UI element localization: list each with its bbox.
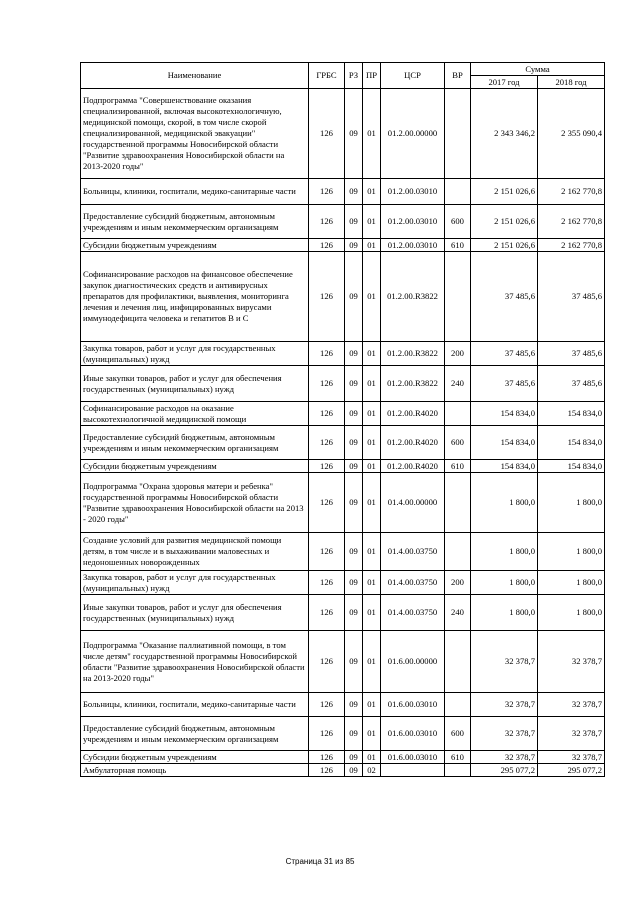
table-row <box>81 426 605 460</box>
cell-amount-2018: 32 378,7 <box>538 631 605 693</box>
cell-vr <box>445 179 471 205</box>
cell-pr: 01 <box>363 342 381 366</box>
table-row <box>81 342 605 366</box>
table-row <box>81 179 605 205</box>
cell-csr: 01.6.00.00000 <box>381 631 445 693</box>
cell-grbs: 126 <box>309 426 345 460</box>
cell-vr: 240 <box>445 595 471 631</box>
cell-amount-2018: 154 834,0 <box>538 460 605 473</box>
table-row <box>81 571 605 595</box>
cell-pr: 01 <box>363 239 381 252</box>
cell-name: Подпрограмма "Охрана здоровья матери и ребенка" государственной программы Новосибирской области "Развитие здравоохранения Новосибирской области на 2013 - 2020 годы" <box>81 473 309 533</box>
cell-grbs: 126 <box>309 366 345 402</box>
cell-vr <box>445 473 471 533</box>
cell-csr: 01.4.00.03750 <box>381 533 445 571</box>
table-row <box>81 366 605 402</box>
cell-grbs: 126 <box>309 89 345 179</box>
cell-vr <box>445 402 471 426</box>
cell-name: Предоставление субсидий бюджетным, автономным учреждениям и иным некоммерческим организациям <box>81 205 309 239</box>
cell-amount-2017: 1 800,0 <box>471 473 538 533</box>
budget-table <box>80 62 605 777</box>
table-row <box>81 239 605 252</box>
cell-amount-2017: 295 077,2 <box>471 764 538 777</box>
cell-amount-2017: 2 151 026,6 <box>471 239 538 252</box>
cell-rz: 09 <box>345 402 363 426</box>
cell-rz: 09 <box>345 571 363 595</box>
cell-vr: 610 <box>445 460 471 473</box>
cell-csr: 01.2.00.00000 <box>381 89 445 179</box>
cell-pr: 01 <box>363 426 381 460</box>
cell-vr <box>445 89 471 179</box>
cell-name: Иные закупки товаров, работ и услуг для обеспечения государственных (муниципальных) нужд <box>81 595 309 631</box>
cell-csr: 01.6.00.03010 <box>381 717 445 751</box>
cell-amount-2017: 32 378,7 <box>471 631 538 693</box>
table-row <box>81 402 605 426</box>
cell-grbs: 126 <box>309 460 345 473</box>
cell-amount-2017: 2 151 026,6 <box>471 205 538 239</box>
cell-rz: 09 <box>345 179 363 205</box>
cell-vr <box>445 631 471 693</box>
cell-csr: 01.2.00.R3822 <box>381 342 445 366</box>
cell-vr: 200 <box>445 571 471 595</box>
cell-amount-2017: 2 151 026,6 <box>471 179 538 205</box>
cell-name: Предоставление субсидий бюджетным, автономным учреждениям и иным некоммерческим организациям <box>81 426 309 460</box>
cell-amount-2018: 37 485,6 <box>538 366 605 402</box>
cell-csr: 01.2.00.03010 <box>381 205 445 239</box>
cell-name: Предоставление субсидий бюджетным, автономным учреждениям и иным некоммерческим организациям <box>81 717 309 751</box>
cell-csr: 01.4.00.03750 <box>381 571 445 595</box>
cell-pr: 01 <box>363 366 381 402</box>
cell-amount-2018: 32 378,7 <box>538 717 605 751</box>
cell-pr: 01 <box>363 252 381 342</box>
header-rz: РЗ <box>345 63 363 89</box>
cell-amount-2017: 1 800,0 <box>471 595 538 631</box>
cell-amount-2017: 154 834,0 <box>471 460 538 473</box>
table-row <box>81 89 605 179</box>
cell-pr: 01 <box>363 205 381 239</box>
cell-amount-2017: 37 485,6 <box>471 342 538 366</box>
cell-rz: 09 <box>345 533 363 571</box>
cell-vr <box>445 252 471 342</box>
cell-csr: 01.4.00.03750 <box>381 595 445 631</box>
cell-amount-2018: 37 485,6 <box>538 342 605 366</box>
cell-grbs: 126 <box>309 764 345 777</box>
cell-pr: 01 <box>363 89 381 179</box>
cell-amount-2017: 1 800,0 <box>471 571 538 595</box>
cell-amount-2017: 1 800,0 <box>471 533 538 571</box>
cell-grbs: 126 <box>309 533 345 571</box>
cell-rz: 09 <box>345 460 363 473</box>
cell-rz: 09 <box>345 366 363 402</box>
cell-amount-2018: 2 162 770,8 <box>538 239 605 252</box>
table-row <box>81 473 605 533</box>
cell-vr <box>445 764 471 777</box>
cell-amount-2017: 37 485,6 <box>471 252 538 342</box>
table-row <box>81 460 605 473</box>
cell-grbs: 126 <box>309 595 345 631</box>
cell-name: Субсидии бюджетным учреждениям <box>81 460 309 473</box>
cell-csr: 01.2.00.R3822 <box>381 366 445 402</box>
cell-name: Иные закупки товаров, работ и услуг для обеспечения государственных (муниципальных) нужд <box>81 366 309 402</box>
cell-name: Амбулаторная помощь <box>81 764 309 777</box>
cell-grbs: 126 <box>309 571 345 595</box>
cell-amount-2018: 1 800,0 <box>538 595 605 631</box>
table-row <box>81 252 605 342</box>
table-row <box>81 631 605 693</box>
cell-pr: 01 <box>363 460 381 473</box>
cell-vr: 610 <box>445 751 471 764</box>
cell-amount-2018: 1 800,0 <box>538 533 605 571</box>
cell-csr: 01.2.00.R4020 <box>381 402 445 426</box>
cell-grbs: 126 <box>309 402 345 426</box>
cell-rz: 09 <box>345 693 363 717</box>
cell-grbs: 126 <box>309 751 345 764</box>
cell-rz: 09 <box>345 89 363 179</box>
cell-amount-2017: 154 834,0 <box>471 402 538 426</box>
cell-name: Подпрограмма "Оказание паллиативной помощи, в том числе детям" государственной программы Новосибирской области "Развитие здравоохранения Новосибирской области на 2013-2020 годы" <box>81 631 309 693</box>
cell-rz: 09 <box>345 764 363 777</box>
cell-grbs: 126 <box>309 717 345 751</box>
cell-rz: 09 <box>345 205 363 239</box>
cell-rz: 09 <box>345 751 363 764</box>
cell-name: Софинансирование расходов на оказание высокотехнологичной медицинской помощи <box>81 402 309 426</box>
cell-csr: 01.6.00.03010 <box>381 693 445 717</box>
cell-name: Подпрограмма "Совершенствование оказания специализированной, включая высокотехнологичную, медицинской помощи, скорой, в том числе скорой специализированной, медицинской эвакуации" государственной программы Новосибирской области "Развитие здравоохранения Новосибирской области на 2013-2020 годы" <box>81 89 309 179</box>
cell-name: Софинансирование расходов на финансовое обеспечение закупок диагностических средств и антивирусных препаратов для профилактики, выявления, мониторинга лечения и лечения лиц, инфицированных вирусами иммунодефицита человека и гепатитов В и С <box>81 252 309 342</box>
cell-amount-2018: 154 834,0 <box>538 402 605 426</box>
cell-name: Субсидии бюджетным учреждениям <box>81 751 309 764</box>
header-vr: ВР <box>445 63 471 89</box>
cell-csr: 01.2.00.03010 <box>381 239 445 252</box>
cell-pr: 01 <box>363 473 381 533</box>
cell-csr: 01.2.00.R4020 <box>381 426 445 460</box>
cell-amount-2018: 1 800,0 <box>538 473 605 533</box>
cell-grbs: 126 <box>309 179 345 205</box>
cell-pr: 01 <box>363 631 381 693</box>
cell-pr: 01 <box>363 595 381 631</box>
cell-amount-2018: 154 834,0 <box>538 426 605 460</box>
cell-grbs: 126 <box>309 693 345 717</box>
cell-name: Субсидии бюджетным учреждениям <box>81 239 309 252</box>
cell-amount-2017: 32 378,7 <box>471 693 538 717</box>
cell-vr: 600 <box>445 205 471 239</box>
cell-pr: 01 <box>363 571 381 595</box>
cell-csr: 01.2.00.03010 <box>381 179 445 205</box>
cell-amount-2017: 32 378,7 <box>471 717 538 751</box>
cell-vr <box>445 693 471 717</box>
header-csr: ЦСР <box>381 63 445 89</box>
header-pr: ПР <box>363 63 381 89</box>
cell-vr: 600 <box>445 717 471 751</box>
cell-grbs: 126 <box>309 631 345 693</box>
cell-amount-2017: 154 834,0 <box>471 426 538 460</box>
cell-csr: 01.6.00.03010 <box>381 751 445 764</box>
cell-pr: 01 <box>363 179 381 205</box>
cell-amount-2017: 37 485,6 <box>471 366 538 402</box>
cell-vr: 610 <box>445 239 471 252</box>
cell-rz: 09 <box>345 426 363 460</box>
cell-pr: 01 <box>363 751 381 764</box>
cell-csr: 01.2.00.R4020 <box>381 460 445 473</box>
cell-csr <box>381 764 445 777</box>
table-row <box>81 751 605 764</box>
cell-grbs: 126 <box>309 239 345 252</box>
cell-csr: 01.4.00.00000 <box>381 473 445 533</box>
cell-pr: 01 <box>363 533 381 571</box>
cell-amount-2018: 2 162 770,8 <box>538 205 605 239</box>
cell-vr <box>445 533 471 571</box>
cell-pr: 01 <box>363 717 381 751</box>
cell-grbs: 126 <box>309 473 345 533</box>
cell-pr: 01 <box>363 402 381 426</box>
cell-amount-2017: 32 378,7 <box>471 751 538 764</box>
cell-rz: 09 <box>345 252 363 342</box>
table-row <box>81 764 605 777</box>
cell-rz: 09 <box>345 631 363 693</box>
cell-rz: 09 <box>345 717 363 751</box>
header-sum: Сумма <box>471 63 605 76</box>
cell-rz: 09 <box>345 239 363 252</box>
cell-amount-2018: 32 378,7 <box>538 751 605 764</box>
cell-vr: 200 <box>445 342 471 366</box>
cell-amount-2018: 2 355 090,4 <box>538 89 605 179</box>
table-body <box>81 89 605 777</box>
cell-vr: 240 <box>445 366 471 402</box>
cell-grbs: 126 <box>309 252 345 342</box>
cell-csr: 01.2.00.R3822 <box>381 252 445 342</box>
cell-amount-2018: 295 077,2 <box>538 764 605 777</box>
cell-rz: 09 <box>345 595 363 631</box>
cell-pr: 02 <box>363 764 381 777</box>
cell-pr: 01 <box>363 693 381 717</box>
cell-name: Закупка товаров, работ и услуг для государственных (муниципальных) нужд <box>81 571 309 595</box>
header-name: Наименование <box>81 63 309 89</box>
page-number: Страница 31 из 85 <box>285 857 355 866</box>
table-row <box>81 205 605 239</box>
cell-grbs: 126 <box>309 205 345 239</box>
cell-grbs: 126 <box>309 342 345 366</box>
cell-amount-2018: 37 485,6 <box>538 252 605 342</box>
cell-rz: 09 <box>345 473 363 533</box>
header-2018: 2018 год <box>538 76 605 89</box>
table-row <box>81 595 605 631</box>
table-row <box>81 717 605 751</box>
table-row <box>81 533 605 571</box>
cell-name: Больницы, клиники, госпитали, медико-санитарные части <box>81 179 309 205</box>
cell-amount-2018: 32 378,7 <box>538 693 605 717</box>
cell-name: Закупка товаров, работ и услуг для государственных (муниципальных) нужд <box>81 342 309 366</box>
cell-name: Создание условий для развития медицинской помощи детям, в том числе и в выхаживании маловесных и недоношенных новорожденных <box>81 533 309 571</box>
cell-name: Больницы, клиники, госпитали, медико-санитарные части <box>81 693 309 717</box>
table-header <box>81 63 605 89</box>
header-2017: 2017 год <box>471 76 538 89</box>
table-row <box>81 693 605 717</box>
cell-amount-2017: 2 343 346,2 <box>471 89 538 179</box>
cell-rz: 09 <box>345 342 363 366</box>
cell-vr: 600 <box>445 426 471 460</box>
header-grbs: ГРБС <box>309 63 345 89</box>
cell-amount-2018: 2 162 770,8 <box>538 179 605 205</box>
cell-amount-2018: 1 800,0 <box>538 571 605 595</box>
